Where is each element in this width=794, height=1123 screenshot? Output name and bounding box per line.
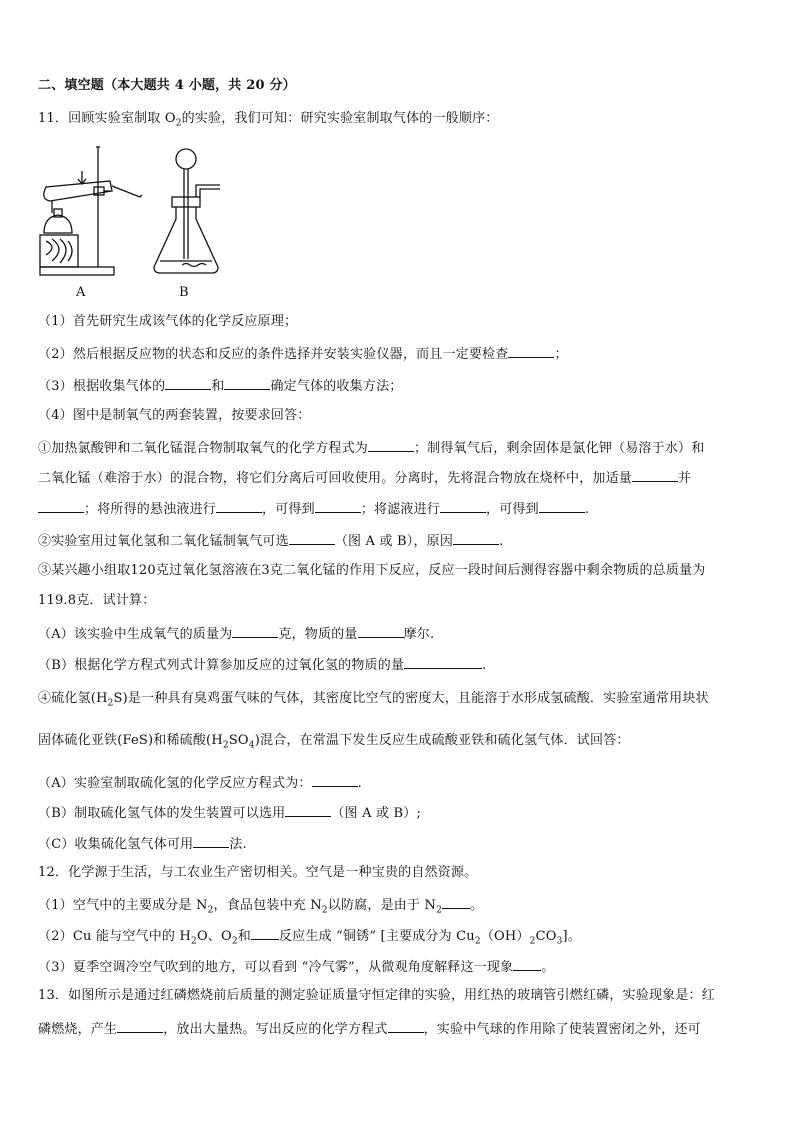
answer-blank[interactable]: [251, 925, 279, 940]
answer-blank[interactable]: [216, 498, 262, 513]
q12-part2: （2）Cu 能与空气中的 $H_2O$、$O_2$和 反应生成 “铜锈” [主要成分为 $Cu_2(OH)_2CO_3$]。: [38, 925, 581, 946]
answer-blank[interactable]: [404, 654, 482, 669]
answer-blank[interactable]: [38, 498, 84, 513]
q11-c1-line2: 二氧化锰（难溶于水）的混合物，将它们分离后可回收使用。分离时，先将混合物放在烧杯中，加适量 并: [38, 467, 691, 488]
figure-label-b: B: [179, 285, 189, 300]
answer-blank[interactable]: [117, 1018, 163, 1033]
q12-part3: （3）夏季空调冷空气吹到的地方，可以看到 “冷气雾”，从微观角度解释这一现象 。: [38, 956, 555, 977]
q11-part1: （1）首先研究生成该气体的化学反应原理；: [38, 314, 298, 329]
q11-stem: 11．回顾实验室制取 $O_2$的实验，我们可知：研究实验室制取气体的一般顺序：: [38, 111, 499, 129]
q12-stem: 12．化学源于生活，与工农业生产密切相关。空气是一种宝贵的自然资源。: [38, 865, 478, 880]
section-heading: 二、填空题（本大题共 4 小题，共 20 分）: [38, 78, 296, 93]
q11-part3: （3）根据收集气体的 和 确定气体的收集方法；: [38, 375, 403, 396]
q13-line2: 磷燃烧，产生 ，放出大量热。写出反应的化学方程式 ，实验中气球的作用除了使装置密闭之外，还可: [38, 1018, 701, 1039]
apparatus-figure: [36, 143, 226, 303]
answer-blank[interactable]: [193, 833, 229, 848]
q11-c3-line1: ③某兴趣小组取120克过氧化氢溶液在3克二氧化锰的作用下反应，反应一段时间后测得容器中剩余物质的总质量为: [38, 563, 706, 578]
q11-c4-a: （A）实验室制取硫化氢的化学反应方程式为： .: [38, 772, 362, 793]
answer-blank[interactable]: [453, 530, 499, 545]
q11-part2: （2）然后根据反应物的状态和反应的条件选择并安装实验仪器，而且一定要检查 ；: [38, 343, 568, 364]
answer-blank[interactable]: [285, 802, 331, 817]
answer-blank[interactable]: [388, 1018, 424, 1033]
answer-blank[interactable]: [513, 956, 541, 971]
q11-c3-line2: 119.8克．试计算：: [38, 593, 156, 608]
q11-c3-a: （A）该实验中生成氧气的质量为 克，物质的量 摩尔.: [38, 623, 434, 644]
answer-blank[interactable]: [442, 894, 470, 909]
q11-c4-b: （B）制取硫化氢气体的发生装置可以选用 （图 A 或 B）;: [38, 802, 421, 823]
answer-blank[interactable]: [368, 437, 414, 452]
answer-blank[interactable]: [539, 498, 585, 513]
q11-c2: ②实验室用过氧化氢和二氧化锰制氧气可选 （图 A 或 B），原因 .: [38, 530, 503, 551]
answer-blank[interactable]: [508, 343, 554, 358]
answer-blank[interactable]: [224, 375, 270, 390]
q11-part4: （4）图中是制氧气的两套装置，按要求回答：: [38, 408, 311, 423]
answer-blank[interactable]: [358, 623, 404, 638]
answer-blank[interactable]: [232, 623, 278, 638]
q13-line1: 13．如图所示是通过红磷燃烧前后质量的测定验证质量守恒定律的实验，用红热的玻璃管引燃红磷，实验现象是：红: [38, 988, 715, 1003]
answer-blank[interactable]: [312, 772, 358, 787]
answer-blank[interactable]: [165, 375, 211, 390]
q11-c4-line2: 固体硫化亚铁(FeS)和稀硫酸$(H_2SO_4)$混合，在常温下发生反应生成硫酸亚铁和硫化氢气体．试回答：: [38, 733, 630, 751]
q11-c1-line1: ①加热氯酸钾和二氧化锰混合物制取氧气的化学方程式为 ；制得氧气后，剩余固体是氯化钾（易溶于水）和: [38, 437, 704, 458]
answer-blank[interactable]: [440, 498, 486, 513]
q12-part1: （1）空气中的主要成分是 $N_2$，食品包装中充 $N_2$以防腐，是由于 $N_2$ 。: [38, 894, 483, 915]
apparatus-drawing: [36, 143, 226, 283]
q11-c4-c: （C）收集硫化氢气体可用 法.: [38, 833, 247, 854]
q11-c1-line3: ；将所得的悬浊液进行 ，可得到 ；将滤液进行 ，可得到 .: [38, 498, 589, 519]
q11-c4-line1: ④硫化氢$(H_2S)$是一种具有臭鸡蛋气味的气体，其密度比空气的密度大，且能溶于水形成氢硫酸．实验室通常用块状: [38, 691, 709, 709]
q11-c3-b: （B）根据化学方程式列式计算参加反应的过氧化氢的物质的量 .: [38, 654, 487, 675]
answer-blank[interactable]: [315, 498, 361, 513]
answer-blank[interactable]: [289, 530, 335, 545]
figure-label-a: A: [76, 285, 86, 300]
answer-blank[interactable]: [632, 467, 678, 482]
